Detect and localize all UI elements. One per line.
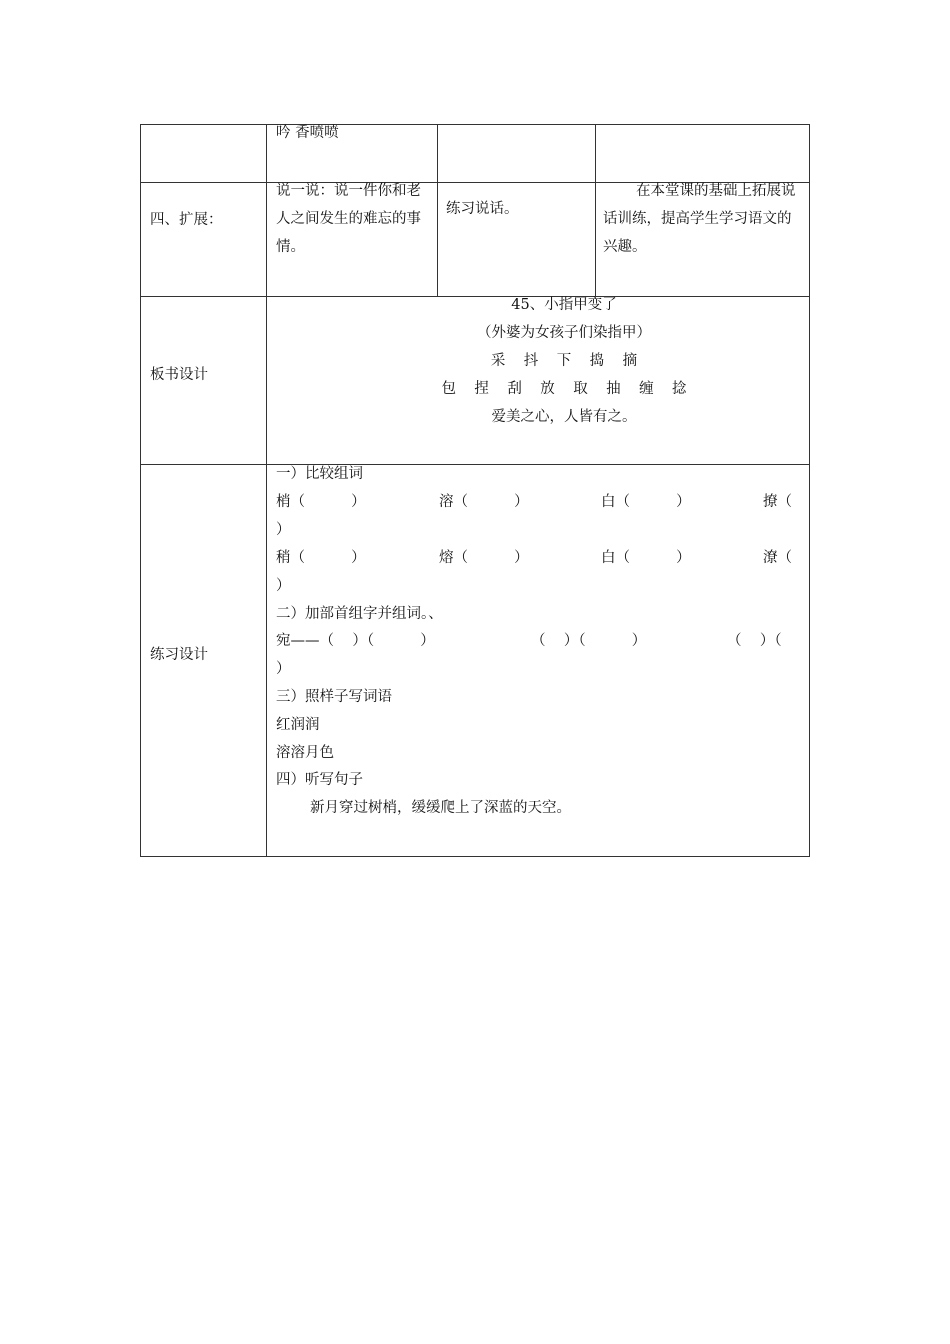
exercise-radical-blank: （ ）（ ）: [531, 633, 647, 649]
board-row-label: 板书设计: [150, 367, 208, 383]
table-row-divider: [140, 464, 810, 465]
exercise-word-pair: 溶（ ）: [439, 494, 529, 510]
board-verbs-line: 包 捏 刮 放 取 抽 缠 捻: [441, 381, 687, 397]
exercise-example-word: 红润润: [276, 717, 320, 733]
exercise-word-pair: 白（ ）: [601, 550, 691, 566]
exercise-word-pair: 撩（: [763, 494, 792, 510]
top-row-content: 吟 香喷喷: [276, 125, 339, 141]
board-subtitle: （外婆为女孩子们染指甲）: [477, 325, 651, 341]
expand-activity: 练习说话。: [446, 201, 519, 217]
exercise-example-word: 溶溶月色: [276, 745, 334, 761]
expand-content: 说一说：说一件你和老人之间发生的难忘的事情。: [276, 183, 421, 255]
exercise-wrap-paren: ）: [276, 522, 291, 538]
board-motto: 爱美之心，人皆有之。: [491, 409, 637, 425]
table-border-bottom: [140, 856, 810, 857]
table-col-divider: [266, 124, 267, 857]
exercise-section-title: 一）比较组词: [276, 466, 363, 482]
exercise-word-pair: 梢（ ）: [276, 494, 366, 510]
table-col-divider: [595, 124, 596, 297]
exercise-word-pair: 潦（: [763, 550, 792, 566]
exercise-section-title: 二）加部首组字并组词。、: [276, 606, 443, 622]
exercise-section-title: 四）听写句子: [276, 772, 363, 788]
board-verbs-line: 采 抖 下 捣 摘: [490, 353, 638, 369]
table-border-right: [809, 124, 810, 857]
expand-purpose: 在本堂课的基础上拓展说话训练，提高学生学习语文的兴趣。: [603, 183, 796, 255]
exercise-wrap-paren: ）: [276, 578, 291, 594]
exercise-radical-blank: 宛——（ ）（ ）: [276, 633, 435, 649]
exercise-wrap-paren: ）: [276, 661, 291, 677]
board-title: 45、小指甲变了: [511, 297, 617, 313]
exercise-row-label: 练习设计: [150, 647, 208, 663]
exercise-word-pair: 稍（ ）: [276, 550, 366, 566]
table-col-divider: [437, 124, 438, 297]
exercise-word-pair: 熔（ ）: [439, 550, 529, 566]
exercise-radical-blank: （ ）（: [727, 633, 782, 649]
exercise-section-title: 三）照样子写词语: [276, 689, 392, 705]
table-border-top: [140, 124, 810, 125]
exercise-word-pair: 白（ ）: [601, 494, 691, 510]
table-border-left: [140, 124, 141, 857]
exercise-dictation-sentence: 新月穿过树梢，缓缓爬上了深蓝的天空。: [310, 800, 571, 816]
expand-row-label: 四、扩展：: [150, 212, 223, 228]
